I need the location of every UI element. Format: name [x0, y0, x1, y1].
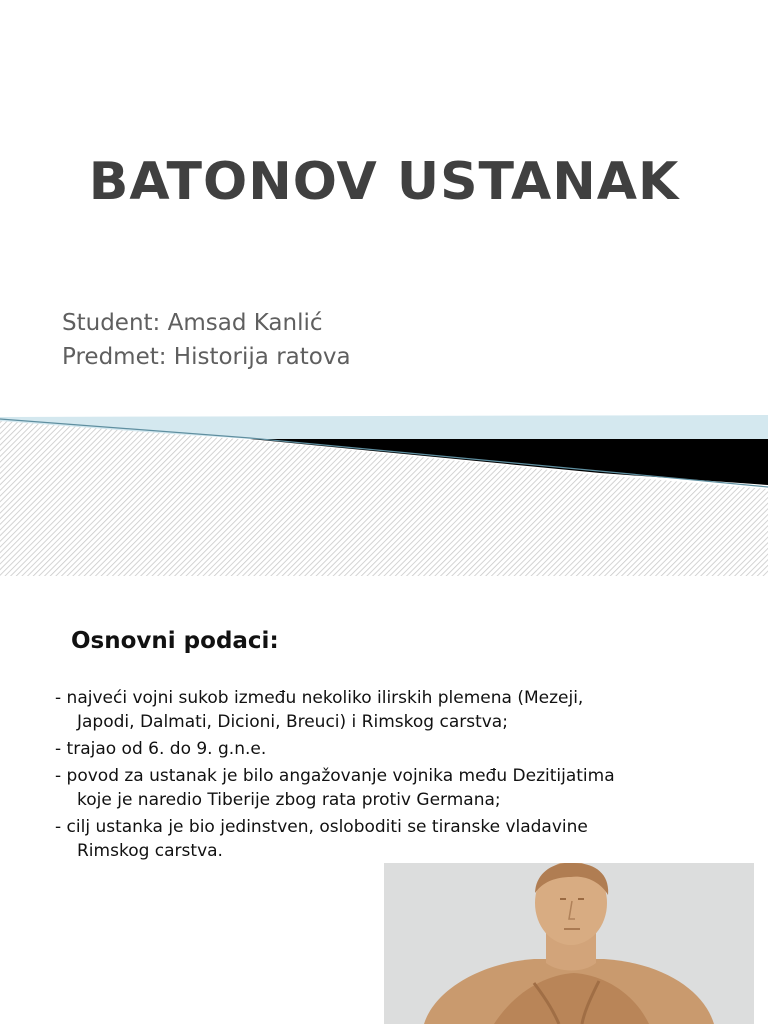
slide-title: BATONOV USTANAK	[88, 152, 680, 212]
bullet-line: - najveći vojni sukob između nekoliko ilirskih plemena (Mezeji,	[55, 688, 584, 708]
bullet-item	[55, 686, 745, 734]
section-heading: Osnovni podaci:	[71, 628, 279, 654]
bust-image	[384, 863, 754, 1024]
bust-illustration	[384, 863, 754, 1024]
bullet-item	[55, 764, 745, 812]
subject-line: Predmet: Historija ratova	[62, 344, 351, 370]
decorative-wave-band	[0, 405, 768, 576]
bullet-line: - povod za ustanak je bilo angažovanje vojnika među Dezitijatima	[55, 766, 615, 786]
bullet-continuation: koje je naredio Tiberije zbog rata protiv Germana;	[77, 790, 501, 810]
bullet-continuation: Japodi, Dalmati, Dicioni, Breuci) i Rimskog carstva;	[77, 712, 508, 732]
bullet-continuation: Rimskog carstva.	[77, 841, 223, 861]
content-slide	[0, 576, 768, 1024]
bullet-item	[55, 815, 745, 863]
student-line: Student: Amsad Kanlić	[62, 310, 323, 336]
bullet-line: - cilj ustanka je bio jedinstven, osloboditi se tiranske vladavine	[55, 817, 588, 837]
bullet-list	[55, 686, 745, 866]
bullet-line: - trajao od 6. do 9. g.n.e.	[55, 739, 267, 759]
bullet-item	[55, 737, 745, 761]
